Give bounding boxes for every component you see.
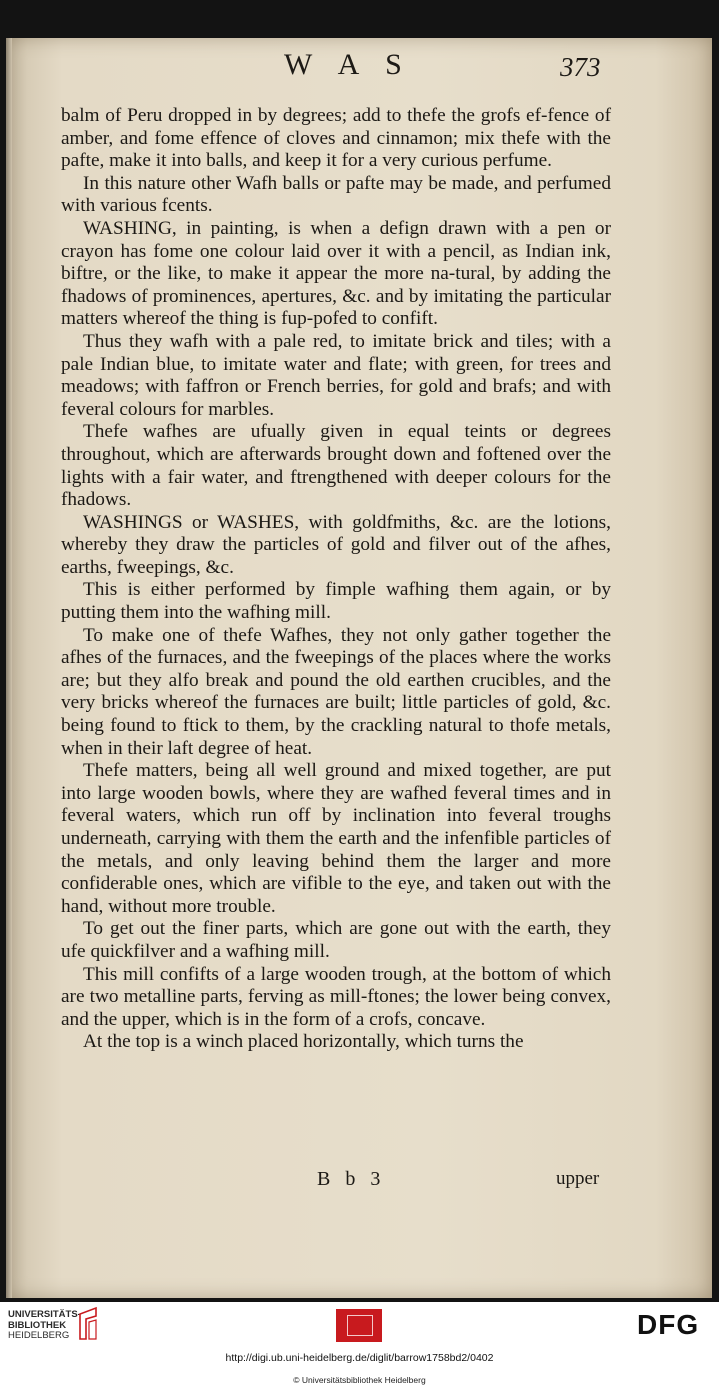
catchword: upper	[556, 1168, 600, 1189]
running-header: W A S	[284, 48, 412, 81]
paragraph: In this nature other Wafh balls or pafte may be made, and perfumed with various fcents.	[61, 172, 611, 217]
signature-mark: B b 3	[317, 1168, 386, 1190]
library-line: BIBLIOTHEK	[8, 1319, 67, 1331]
digitization-badge-icon	[336, 1309, 382, 1342]
permalink[interactable]: http://digi.ub.uni-heidelberg.de/diglit/barrow1758bd2/0402	[225, 1352, 494, 1364]
paragraph: To make one of thefe Wafhes, they not only gather together the afhes of the furnaces, and the fweepings of the places where the works are; but they alfo break and pound the old earthen crucibles, and the very bricks whereof the furnaces are built; little particles of gold, &c. being found to ftick to them, by the crackling natural to thofe metals, when in their laft degree of heat.	[61, 624, 611, 759]
paragraph: Thefe wafhes are ufually given in equal teints or degrees throughout, which are afterwards brought down and foftened over the lights with a fair water, and ftrengthened with deeper colours for the fhadows.	[61, 421, 611, 511]
body-text	[61, 105, 611, 1054]
copyright-notice: © Universitätsbibliothek Heidelberg	[293, 1375, 426, 1385]
library-line: UNIVERSITÄTS-	[8, 1309, 81, 1320]
library-line: HEIDELBERG	[8, 1330, 70, 1341]
paragraph: To get out the finer parts, which are gone out with the earth, they ufe quickfilver and a wafhing mill.	[61, 918, 611, 962]
viewer-footer	[0, 1302, 719, 1390]
paragraph: balm of Peru dropped in by degrees; add to thefe the grofs ef-fence of amber, and fome effence of cloves and cinnamon; mix thefe with the pafte, make it into balls, and keep it for a very curious perfume.	[61, 105, 611, 172]
paragraph: Thefe matters, being all well ground and mixed together, are put into large wooden bowls, where they are wafhed feveral times and in feveral waters, which run off by inclination into feveral troughs underneath, carrying with them the earth and the infenfible particles of the metals, and only leaving behind them the larger and more confiderable ones, which are vifible to the eye, and taken out with the hand, without more trouble.	[61, 760, 611, 917]
paragraph: WASHINGS or WASHES, with goldfmiths, &c. are the lotions, whereby they draw the particles of gold and filver out of the afhes, earths, fweepings, &c.	[61, 511, 611, 578]
library-name	[8, 1310, 81, 1342]
paragraph: WASHING, in painting, is when a defign drawn with a pen or crayon has fome one colour laid over it with a pencil, as Indian ink, biftre, or the like, to make it appear the more na-tural, by adding the fhadows of prominences, apertures, &c. and by imitating the particular matters whereof the thing is fup-pofed to confift.	[61, 217, 611, 330]
paragraph: This is either performed by fimple wafhing them again, or by putting them into the wafhing mill.	[61, 579, 611, 624]
page-number: 373	[560, 52, 601, 82]
university-logo-icon	[77, 1306, 99, 1342]
paragraph: This mill confifts of a large wooden trough, at the bottom of which are two metalline parts, ferving as mill-ftones; the lower being convex, and the upper, which is in the form of a crofs, concave.	[61, 963, 611, 1030]
dfg-logo: DFG	[637, 1309, 700, 1340]
page-gutter	[6, 38, 12, 1298]
paragraph: Thus they wafh with a pale red, to imitate brick and tiles; with a pale Indian blue, to imitate water and flate; with green, for trees and meadows; with faffron or French berries, for gold and brafs; and with feveral colours for marbles.	[61, 330, 611, 420]
paragraph: At the top is a winch placed horizontally, which turns the	[83, 1031, 524, 1053]
